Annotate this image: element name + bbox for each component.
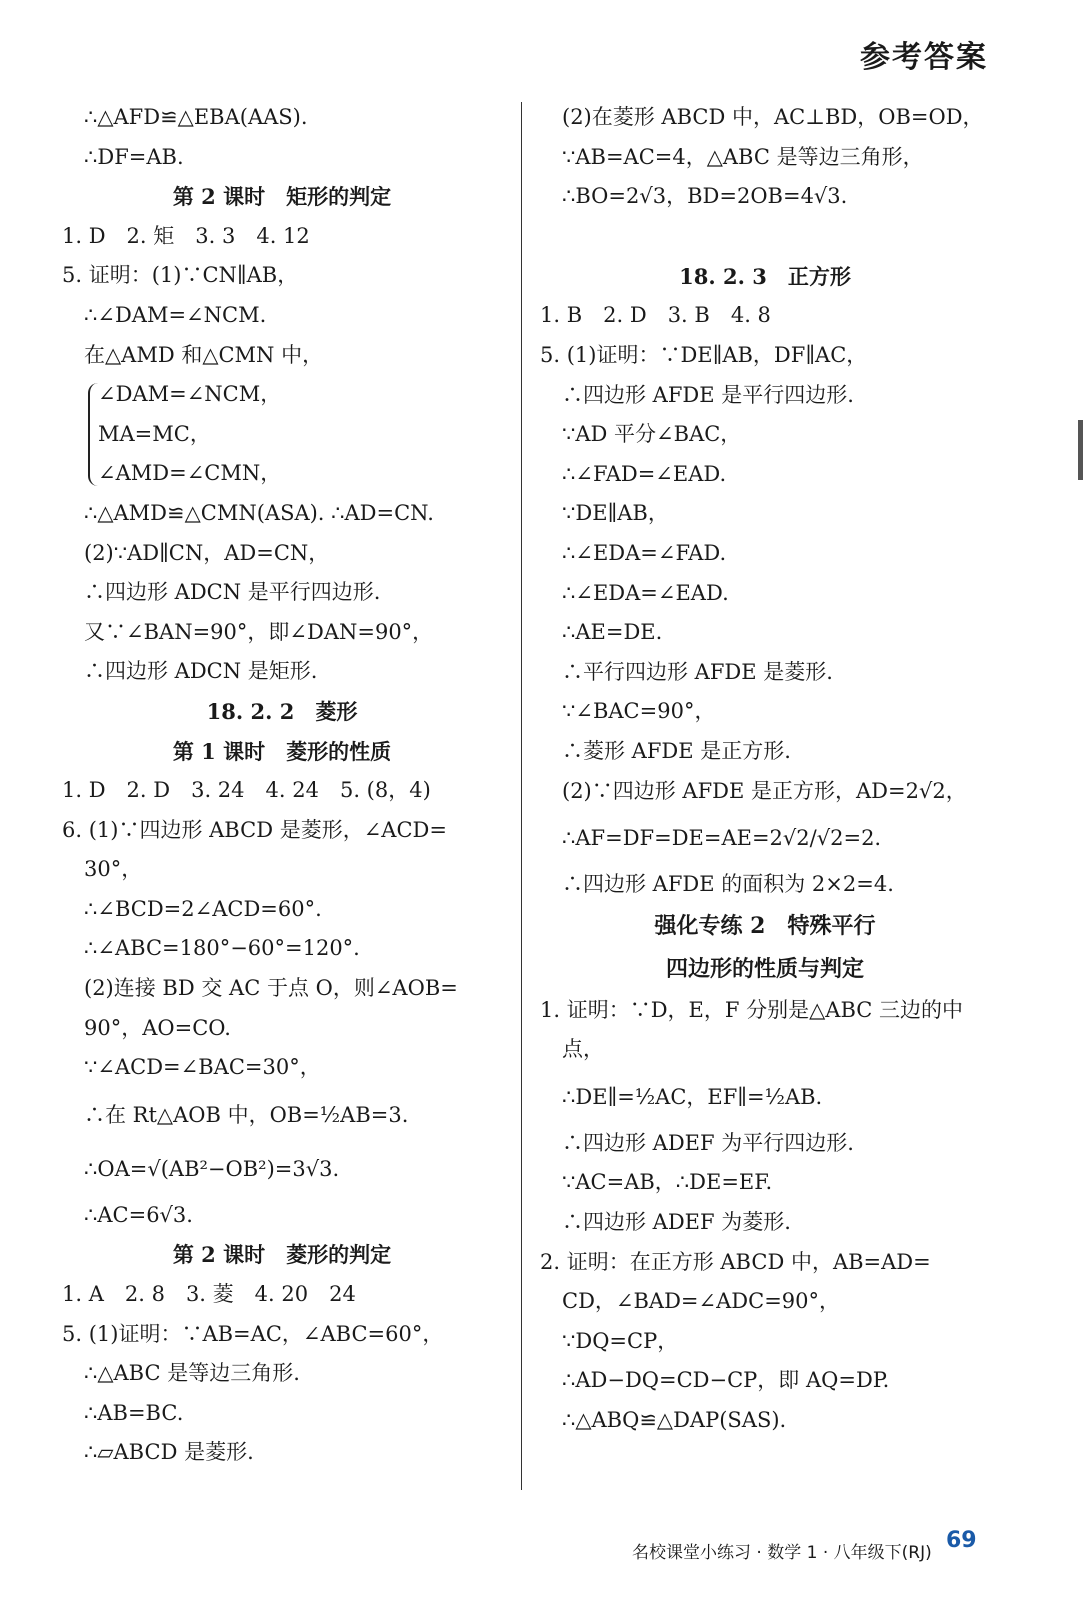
answer-line: 90°，AO=CO. (84, 1015, 231, 1040)
answer-line: ∴△AFD≌△EBA(AAS). (84, 105, 308, 129)
answer-line: 6. (1)∵四边形 ABCD 是菱形，∠ACD= (62, 817, 447, 842)
answer-line: ∵∠ACD=∠BAC=30°， (84, 1055, 321, 1080)
section-heading: 强化专练 2 特殊平行 (654, 912, 876, 939)
right-column (540, 98, 990, 1441)
answer-line: 5. (1)证明：∵DE∥AB，DF∥AC， (540, 342, 868, 367)
answer-line: ∴△ABC 是等边三角形. (84, 1361, 300, 1386)
answer-line: 5. 证明：(1)∵CN∥AB， (62, 263, 299, 288)
answer-line: ∴∠ABC=180°−60°=120°. (84, 936, 360, 961)
answer-line: ∴AF=DF=DE=AE=2√2/√2=2. (562, 826, 882, 851)
answer-line: 1. 证明：∵D，E，F 分别是△ABC 三边的中 (540, 997, 964, 1022)
answer-line: ∵AB=AC=4，△ABC 是等边三角形， (562, 144, 924, 169)
answer-line: ∵AD 平分∠BAC， (562, 422, 742, 447)
answer-line: 1. A 2. 8 3. 菱 4. 20 24 (62, 1282, 356, 1307)
section-heading: 第 2 课时 矩形的判定 (172, 184, 392, 210)
answer-line: ∴平行四边形 AFDE 是菱形. (562, 659, 833, 684)
answer-line: ∴四边形 AFDE 的面积为 2×2=4. (562, 872, 894, 897)
section-heading: 第 1 课时 菱形的性质 (172, 738, 392, 764)
answer-line: ∵AC=AB，∴DE=EF. (562, 1170, 773, 1195)
column-divider (521, 102, 522, 1490)
answer-line (540, 217, 990, 257)
answer-line: ∴四边形 ADEF 为平行四边形. (562, 1130, 854, 1155)
answer-line: ∴四边形 ADCN 是平行四边形. (84, 580, 381, 605)
answer-line: ∴DF=AB. (84, 144, 184, 169)
answer-line: 1. D 2. D 3. 24 4. 24 5. (8，4) (62, 778, 431, 803)
footer-text: 名校课堂小练习 · 数学 1 · 八年级下(RJ) (632, 1543, 932, 1563)
answer-line: ∴四边形 AFDE 是平行四边形. (562, 382, 854, 407)
page-number: 69 (946, 1528, 977, 1553)
answer-line: 又∵∠BAN=90°，即∠DAN=90°， (84, 619, 434, 644)
answer-line: ∴∠DAM=∠NCM. (84, 302, 267, 327)
answer-line: (2)∵四边形 AFDE 是正方形，AD=2√2， (562, 778, 967, 803)
answer-line: 2. 证明：在正方形 ABCD 中，AB=AD= (540, 1249, 931, 1274)
answer-line: (2)在菱形 ABCD 中，AC⊥BD，OB=OD， (562, 105, 984, 129)
answer-line: ∵DE∥AB， (562, 501, 669, 526)
answer-line: (2)连接 BD 交 AC 于点 O，则∠AOB= (84, 976, 458, 1001)
answer-line: ∴AC=6√3. (84, 1202, 193, 1227)
equation-system (62, 375, 502, 494)
answer-line: CD，∠BAD=∠ADC=90°， (562, 1289, 841, 1314)
answer-line: 1. B 2. D 3. B 4. 8 (540, 303, 771, 328)
answer-line: (2)∵AD∥CN，AD=CN， (84, 540, 330, 565)
left-column (62, 98, 502, 1473)
answer-line: ∴△ABQ≌△DAP(SAS). (562, 1408, 787, 1433)
answer-line: 在△AMD 和△CMN 中， (84, 342, 324, 367)
answer-line: MA=MC， (98, 421, 211, 446)
answer-line: ∴AD−DQ=CD−CP，即 AQ=DP. (562, 1368, 890, 1393)
answer-key-title: 参考答案 (860, 40, 988, 75)
answer-line: 5. (1)证明：∵AB=AC，∠ABC=60°， (62, 1321, 444, 1346)
answer-line: ∠AMD=∠CMN， (98, 461, 282, 486)
section-heading: 18. 2. 3 正方形 (679, 263, 851, 289)
answer-line: ∴在 Rt△AOB 中，OB=½AB=3. (84, 1102, 409, 1127)
section-heading: 18. 2. 2 菱形 (206, 698, 358, 724)
answer-line: ∴四边形 ADEF 为菱形. (562, 1210, 791, 1235)
page-edge-mark (1078, 420, 1083, 480)
answer-line: ∴四边形 ADCN 是矩形. (84, 659, 318, 684)
answer-line: ∵DQ=CP， (562, 1328, 679, 1353)
section-heading: 四边形的性质与判定 (665, 955, 864, 982)
answer-line: ∴OA=√(AB²−OB²)=3√3. (84, 1156, 340, 1181)
answer-line: 点， (562, 1037, 604, 1062)
answer-line: ∠DAM=∠NCM， (98, 382, 282, 407)
answer-line: ∴AB=BC. (84, 1400, 184, 1425)
answer-line: ∴BO=2√3，BD=2OB=4√3. (562, 184, 848, 209)
answer-line: ∴∠FAD=∠EAD. (562, 461, 727, 486)
answer-line: ∵∠BAC=90°， (562, 699, 716, 724)
answer-line: ∴AE=DE. (562, 620, 663, 645)
answer-line: ∴∠EDA=∠EAD. (562, 580, 729, 605)
answer-line: 1. D 2. 矩 3. 3 4. 12 (62, 223, 310, 248)
answer-line: ∴菱形 AFDE 是正方形. (562, 738, 791, 763)
answer-line: ∴∠BCD=2∠ACD=60°. (84, 896, 322, 921)
answer-line: ∴DE∥=½AC，EF∥=½AB. (562, 1084, 823, 1109)
section-heading: 第 2 课时 菱形的判定 (172, 1242, 392, 1268)
answer-line: 30°， (84, 857, 143, 882)
answer-line: ∴▱ABCD 是菱形. (84, 1440, 254, 1465)
answer-line: ∴∠EDA=∠FAD. (562, 540, 727, 565)
answer-line: ∴△AMD≌△CMN(ASA). ∴AD=CN. (84, 500, 434, 525)
